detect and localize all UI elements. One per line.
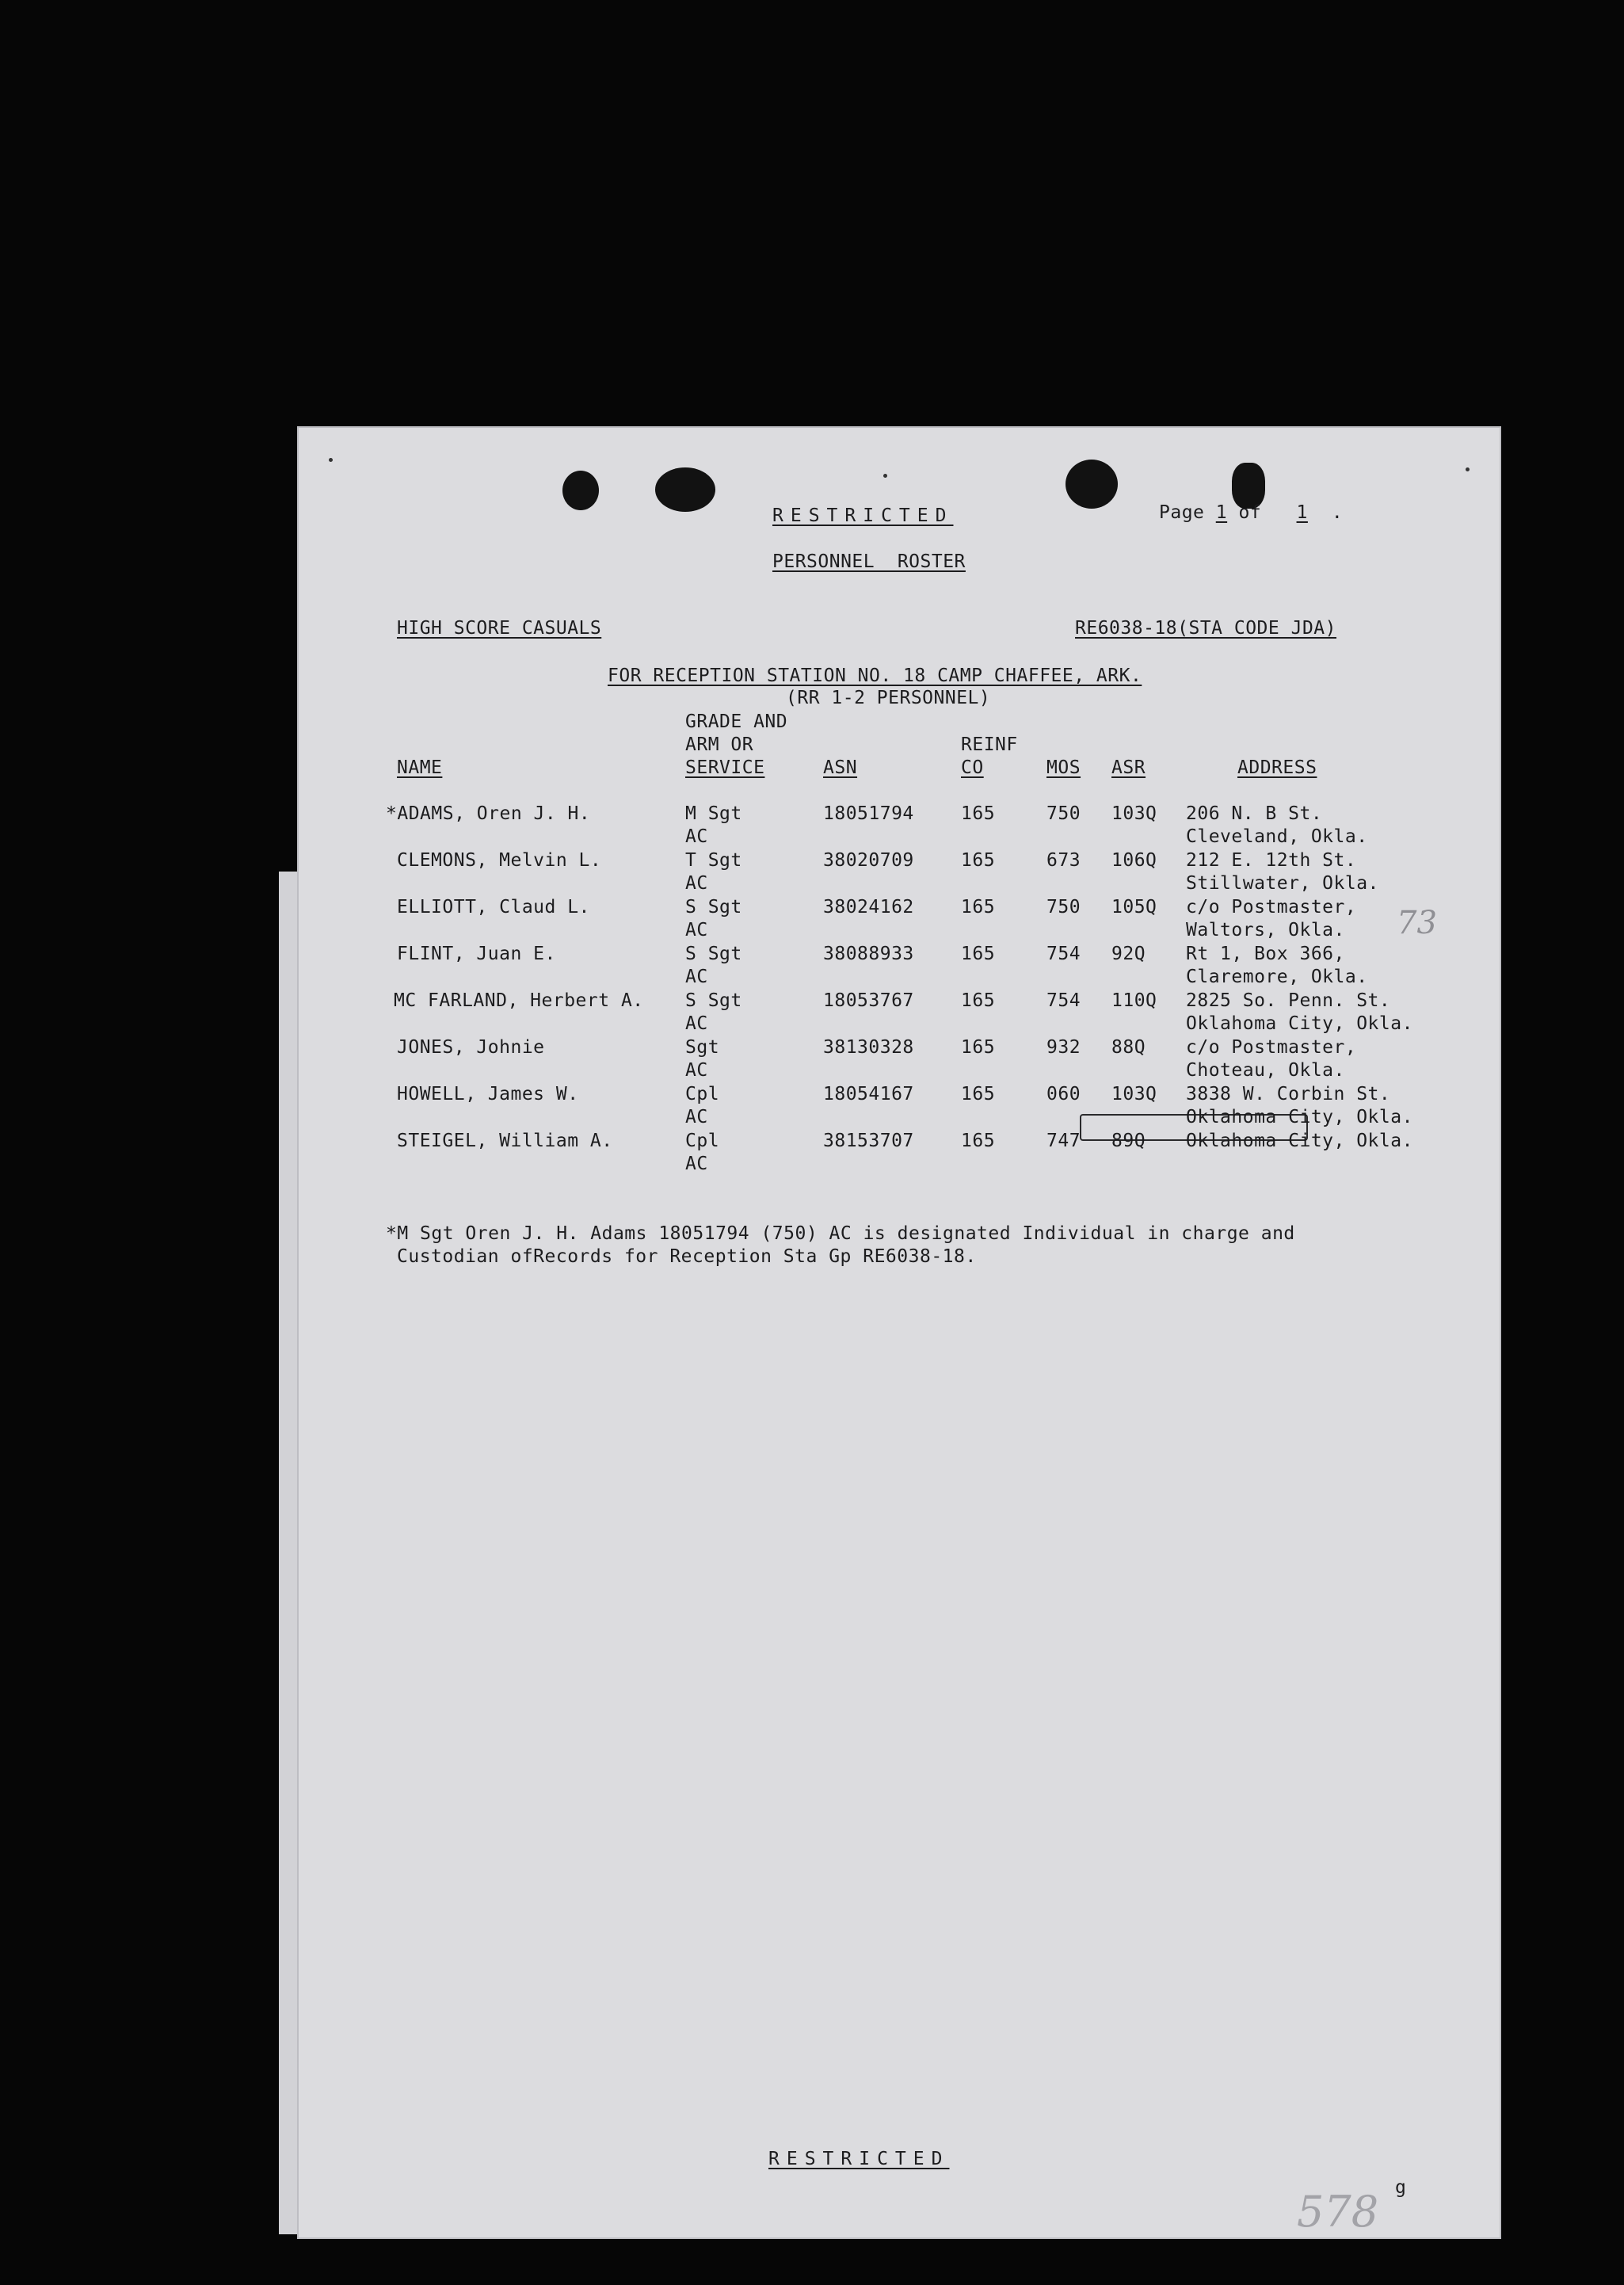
row-name: HOWELL, James W.	[397, 1084, 579, 1104]
row-name: STEIGEL, William A.	[397, 1131, 613, 1151]
row-mos: 673	[1046, 850, 1081, 871]
row-asn: 38020709	[823, 850, 914, 871]
row-arm: AC	[685, 873, 708, 894]
row-mos: 750	[1046, 803, 1081, 824]
row-address-line1: c/o Postmaster,	[1186, 1037, 1357, 1058]
row-grade: S Sgt	[685, 990, 742, 1011]
row-address-line2: Oklahoma City, Okla.	[1186, 1013, 1413, 1034]
row-mos: 932	[1046, 1037, 1081, 1058]
station-code: RE6038-18(STA CODE JDA)	[1075, 618, 1336, 639]
row-arm: AC	[685, 1013, 708, 1034]
roster-title: PERSONNEL ROSTER	[772, 551, 966, 572]
col-address: ADDRESS	[1237, 757, 1317, 778]
page-total: 1	[1296, 502, 1308, 523]
row-address-line2: Cleveland, Okla.	[1186, 826, 1368, 847]
row-grade: Sgt	[685, 1037, 720, 1058]
row-address-line1: Rt 1, Box 366,	[1186, 944, 1345, 964]
page-label: Page	[1159, 502, 1205, 523]
row-asr: 89Q	[1111, 1131, 1146, 1151]
row-reinf: 165	[961, 944, 996, 964]
row-address-line1: 206 N. B St.	[1186, 803, 1323, 824]
col-grade-line2: ARM OR	[685, 734, 754, 755]
row-asn: 18053767	[823, 990, 914, 1011]
col-grade-line1: GRADE AND	[685, 711, 788, 732]
row-name: JONES, Johnie	[397, 1037, 545, 1058]
row-reinf: 165	[961, 850, 996, 871]
row-address-line2: Choteau, Okla.	[1186, 1060, 1345, 1081]
page-of-label: of	[1238, 502, 1262, 523]
row-address-line2: Oklahoma City, Okla.	[1186, 1107, 1413, 1127]
row-arm: AC	[685, 1060, 708, 1081]
row-address-line1: 212 E. 12th St.	[1186, 850, 1357, 871]
col-mos: MOS	[1046, 757, 1081, 778]
row-asr: 88Q	[1111, 1037, 1146, 1058]
row-asn: 38024162	[823, 897, 914, 917]
page-indicator: Page 1 of 1 .	[1159, 502, 1344, 523]
margin-number: 73	[1397, 905, 1437, 941]
row-address-line2: Stillwater, Okla.	[1186, 873, 1379, 894]
restricted-header: RESTRICTED	[772, 505, 954, 526]
row-asr: 92Q	[1111, 944, 1146, 964]
row-grade: Cpl	[685, 1084, 720, 1104]
row-asn: 18051794	[823, 803, 914, 824]
restricted-footer: RESTRICTED	[768, 2149, 950, 2169]
row-arm: AC	[685, 967, 708, 987]
row-address-line1: 3838 W. Corbin St.	[1186, 1084, 1391, 1104]
row-mos: 754	[1046, 944, 1081, 964]
row-asr: 110Q	[1111, 990, 1157, 1011]
page-number: 1	[1215, 502, 1228, 523]
speck	[883, 474, 887, 478]
row-asn: 38130328	[823, 1037, 914, 1058]
row-grade: S Sgt	[685, 944, 742, 964]
row-asr: 103Q	[1111, 1084, 1157, 1104]
row-reinf: 165	[961, 1037, 996, 1058]
punch-hole-right	[1066, 460, 1118, 509]
row-name: *ADAMS, Oren J. H.	[386, 803, 591, 824]
row-address-line2: Claremore, Okla.	[1186, 967, 1368, 987]
punch-hole-left	[562, 471, 599, 510]
row-asn: 18054167	[823, 1084, 914, 1104]
row-reinf: 165	[961, 897, 996, 917]
row-reinf: 165	[961, 990, 996, 1011]
row-mos: 750	[1046, 897, 1081, 917]
speck	[329, 458, 333, 462]
row-arm: AC	[685, 826, 708, 847]
row-asn: 38088933	[823, 944, 914, 964]
col-reinf-line1: REINF	[961, 734, 1018, 755]
col-asn: ASN	[823, 757, 858, 778]
row-asr: 103Q	[1111, 803, 1157, 824]
row-grade: Cpl	[685, 1131, 720, 1151]
row-mos: 754	[1046, 990, 1081, 1011]
stamp-number: 578	[1297, 2187, 1379, 2237]
speck	[1466, 467, 1470, 471]
category-label: (RR 1-2 PERSONNEL)	[786, 688, 991, 708]
row-grade: M Sgt	[685, 803, 742, 824]
row-reinf: 165	[961, 1131, 996, 1151]
row-asr: 106Q	[1111, 850, 1157, 871]
row-name: FLINT, Juan E.	[397, 944, 556, 964]
row-reinf: 165	[961, 803, 996, 824]
row-asn: 38153707	[823, 1131, 914, 1151]
row-address-line1: c/o Postmaster,	[1186, 897, 1357, 917]
row-reinf: 165	[961, 1084, 996, 1104]
footnote-line2: Custodian ofRecords for Reception Sta Gp RE6038-18.	[397, 1246, 977, 1267]
row-grade: S Sgt	[685, 897, 742, 917]
group-name: HIGH SCORE CASUALS	[397, 618, 602, 639]
col-reinf-line2: CO	[961, 757, 984, 778]
row-asr: 105Q	[1111, 897, 1157, 917]
row-name: MC FARLAND, Herbert A.	[394, 990, 644, 1011]
row-grade: T Sgt	[685, 850, 742, 871]
document-page	[297, 426, 1501, 2239]
row-name: CLEMONS, Melvin L.	[397, 850, 602, 871]
punch-hole-center	[655, 467, 715, 512]
footnote-line1: *M Sgt Oren J. H. Adams 18051794 (750) AC is designated Individual in charge and	[386, 1223, 1295, 1244]
row-address-line1: 2825 So. Penn. St.	[1186, 990, 1391, 1011]
col-grade-line3: SERVICE	[685, 757, 765, 778]
row-arm: AC	[685, 920, 708, 940]
row-mos: 060	[1046, 1084, 1081, 1104]
row-mos: 747	[1046, 1131, 1081, 1151]
row-arm: AC	[685, 1107, 708, 1127]
col-name: NAME	[397, 757, 443, 778]
row-name: ELLIOTT, Claud L.	[397, 897, 590, 917]
col-asr: ASR	[1111, 757, 1146, 778]
destination: FOR RECEPTION STATION NO. 18 CAMP CHAFFEE, ARK.	[608, 666, 1142, 686]
row-arm: AC	[685, 1154, 708, 1174]
row-address-line2: Waltors, Okla.	[1186, 920, 1345, 940]
row-address-line1: Oklahoma City, Okla.	[1186, 1131, 1413, 1151]
corner-mark: g	[1395, 2177, 1407, 2198]
